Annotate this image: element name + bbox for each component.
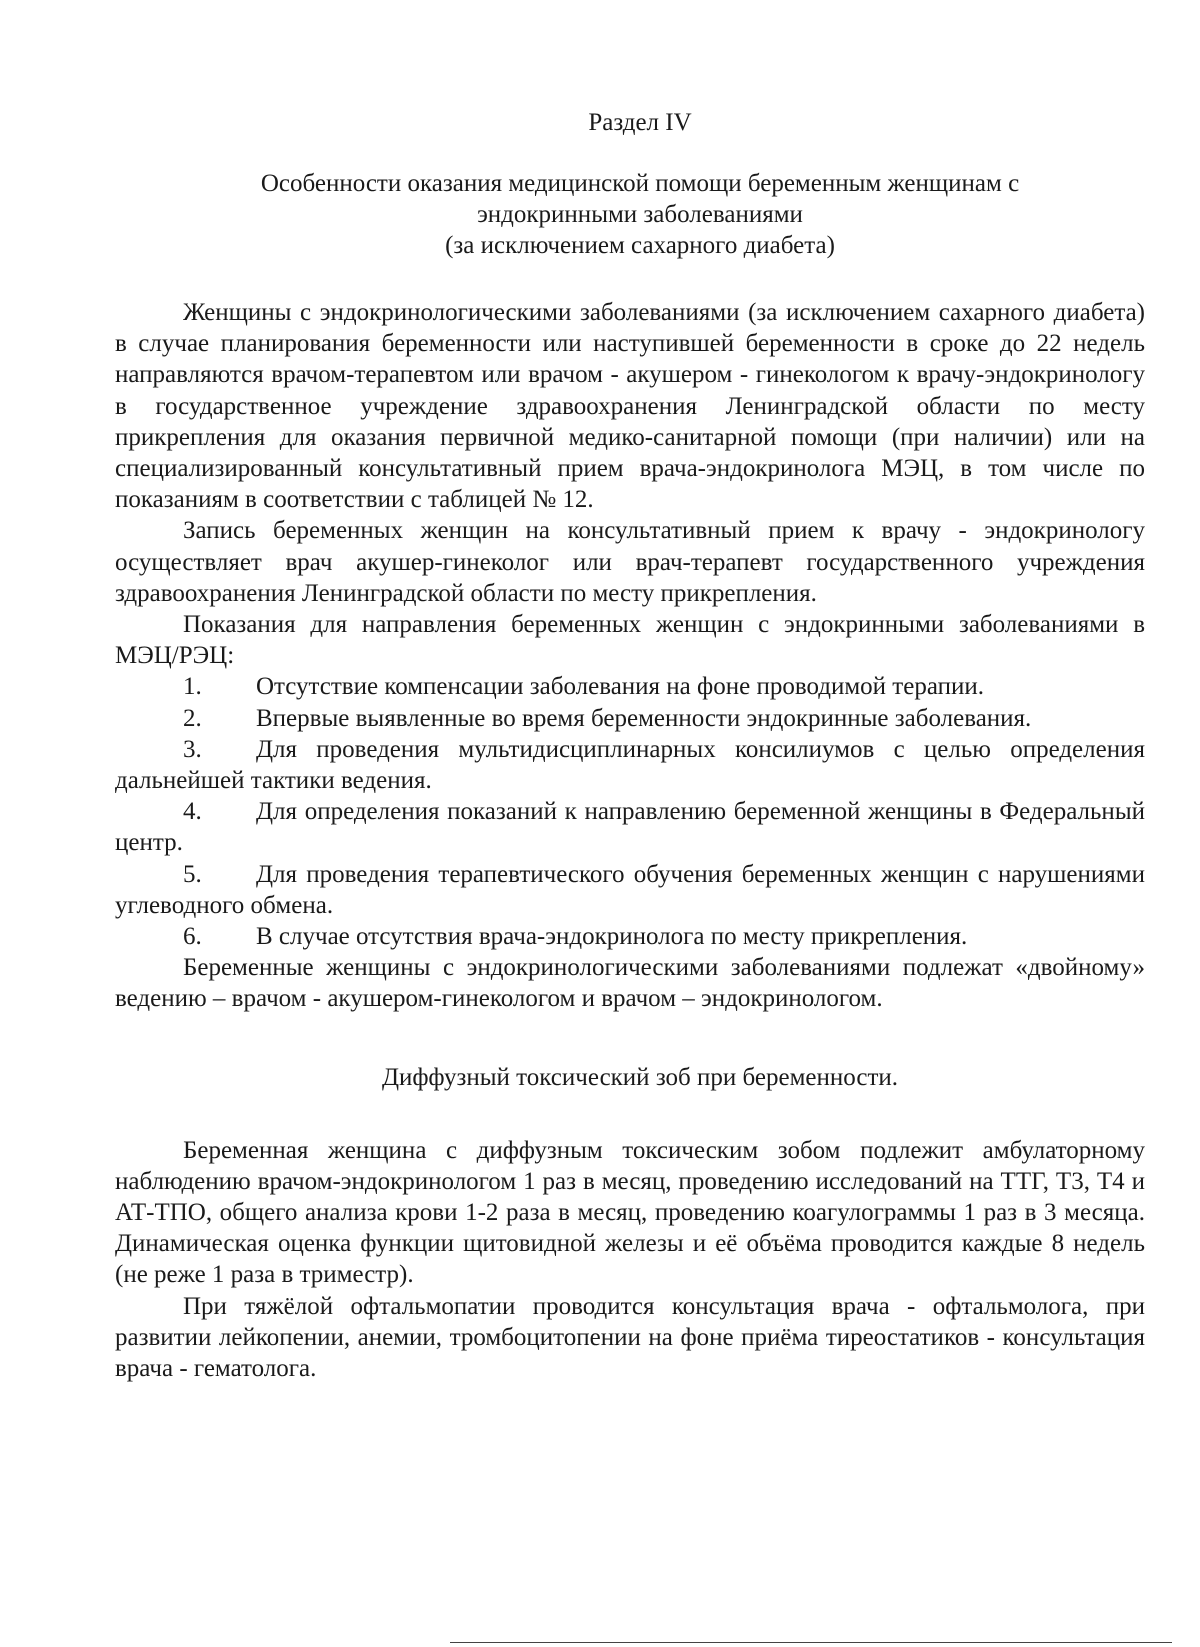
subheading-toxic-goiter: Диффузный токсический зоб при беременности.: [381, 1063, 899, 1091]
list-item-number: 3.: [183, 735, 202, 763]
bottom-edge-line: [450, 1642, 1172, 1643]
list-item-text: Для проведения терапевтического обучения беременных женщин с нарушениями углеводного обмена.: [115, 860, 1145, 919]
list-item: [115, 703, 1145, 734]
list-item-number: 4.: [183, 798, 202, 826]
paragraph-referral: Женщины с эндокринологическими заболеваниями (за исключением сахарного диабета) в случае планирования беременности или наступившей беременности в сроке до 22 недель направляются врачом-терапевтом или врачом - акушером - гинекологом к врачу-эндокринологу в государственное учреждение здравоохранения Ленинградской области по месту прикрепления для оказания первичной медико-санитарной помощи (при наличии) или на специализированный консультативный прием врача-эндокринолога МЭЦ, в том числе по показаниям в соответствии с таблицей № 12.: [115, 299, 1145, 514]
list-item-text: Для проведения мультидисциплинарных консилиумов с целью определения дальнейшей тактики ведения.: [115, 735, 1145, 795]
indications-list: [115, 671, 1145, 952]
list-item-text: Впервые выявленные во время беременности эндокринные заболевания.: [256, 704, 1032, 732]
paragraph-indications-intro: Показания для направления беременных женщин с эндокринными заболеваниями в МЭЦ/РЭЦ:: [115, 611, 1145, 670]
list-item: [115, 671, 1145, 702]
list-item-number: 6.: [183, 923, 202, 951]
heading-line-1: Особенности оказания медицинской помощи беременным женщинам с: [260, 170, 1020, 197]
heading-line-3: (за исключением сахарного диабета): [445, 232, 835, 259]
section-title: Раздел IV: [588, 109, 692, 136]
paragraph-consultations: При тяжёлой офтальмопатии проводится консультация врача - офтальмолога, при развитии лейкопении, анемии, тромбоцитопении на фоне приёма тиреостатиков - консультация врача - гематолога.: [115, 1292, 1145, 1383]
paragraph-appointment: Запись беременных женщин на консультативный прием к врачу - эндокринологу осуществляет врач акушер-гинеколог или врач-терапевт государственного учреждения здравоохранения Ленинградской области по месту прикрепления.: [115, 517, 1145, 607]
list-item-number: 2.: [183, 704, 202, 732]
list-item-text: Для определения показаний к направлению беременной женщины в Федеральный центр.: [115, 798, 1145, 857]
document-heading: [115, 168, 1145, 261]
paragraph-dual-management: Беременные женщины с эндокринологическими заболеваниями подлежат «двойному» ведению – врачом - акушером-гинекологом и врачом – эндокринологом.: [115, 954, 1145, 1013]
list-item: [115, 921, 1145, 952]
list-item-number: 1.: [183, 673, 202, 701]
list-item: [115, 734, 1145, 796]
list-item: [115, 859, 1145, 921]
list-item-text: В случае отсутствия врача-эндокринолога по месту прикрепления.: [256, 923, 968, 951]
list-item-number: 5.: [183, 860, 202, 888]
list-item: [115, 796, 1145, 858]
paragraph-goiter-observation: Беременная женщина с диффузным токсическим зобом подлежит амбулаторному наблюдению врачом-эндокринологом 1 раз в месяц, проведению исследований на ТТГ, Т3, Т4 и АТ-ТПО, общего анализа крови 1-2 раза в месяц, проведению коагулограммы 1 раз в 3 месяца. Динамическая оценка функции щитовидной железы и её объёма проводится каждые 8 недель (не реже 1 раза в триместр).: [115, 1136, 1145, 1289]
heading-line-2: эндокринными заболеваниями: [477, 201, 803, 228]
list-item-text: Отсутствие компенсации заболевания на фоне проводимой терапии.: [256, 673, 984, 701]
